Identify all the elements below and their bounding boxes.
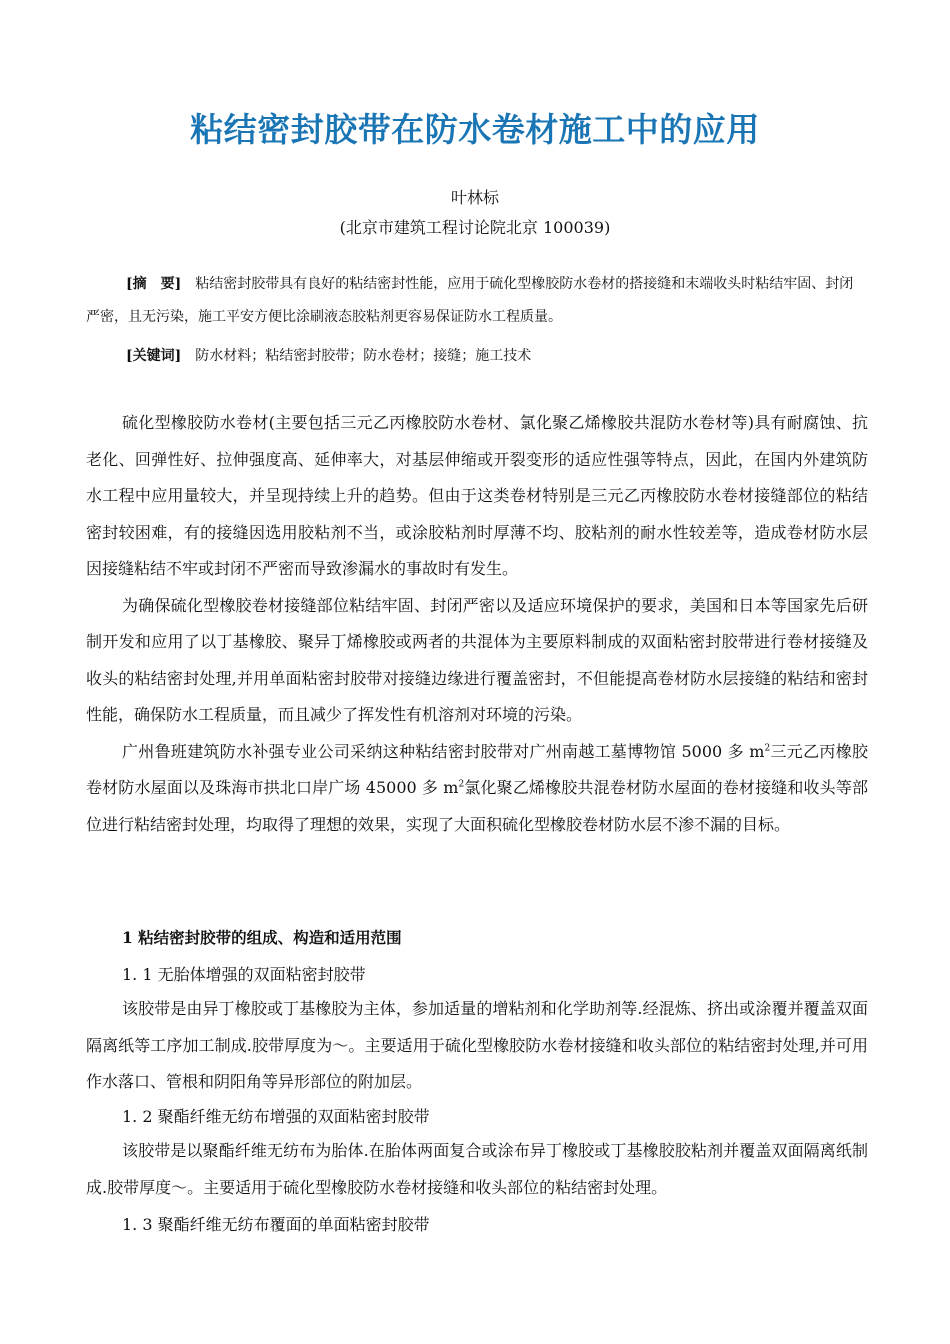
subsection-1-2-heading: 1. 2 聚酯纤维无纺布增强的双面粘密封胶带 bbox=[122, 1107, 430, 1126]
intro-section bbox=[86, 405, 868, 843]
intro-p3-part-b: 三元乙丙橡胶卷材防水屋面以及珠海市拱北口岸广场 45000 多 m bbox=[86, 741, 868, 797]
subsection-1-3-heading: 1. 3 聚酯纤维无纺布覆面的单面粘密封胶带 bbox=[122, 1215, 430, 1234]
intro-p3-part-c: 氯化聚乙烯橡胶共混卷材防水屋面的卷材接缝和收头等部位进行粘结密封处理，均取得了理想的效果，实现了大面积硫化型橡胶卷材防水层不渗不漏的目标。 bbox=[86, 778, 868, 834]
subsection-1-2-text: 该胶带是以聚酯纤维无纺布为胎体.在胎体两面复合或涂布异丁橡胶或丁基橡胶胶粘剂并覆盖双面隔离纸制成.胶带厚度～。主要适用于硫化型橡胶防水卷材接缝和收头部位的粘结密封处理。 bbox=[86, 1141, 868, 1197]
intro-paragraph-1: 硫化型橡胶防水卷材(主要包括三元乙丙橡胶防水卷材、氯化聚乙烯橡胶共混防水卷材等)具有耐腐蚀、抗老化、回弹性好、拉伸强度高、延伸率大，对基层伸缩或开裂变形的适应性强等特点，因此，在国内外建筑防水工程中应用量较大，并呈现持续上升的趋势。但由于这类卷材特别是三元乙丙橡胶防水卷材接缝部位的粘结密封较困难，有的接缝因选用胶粘剂不当，或涂胶粘剂时厚薄不均、胶粘剂的耐水性较差等，造成卷材防水层因接缝粘结不牢或封闭不严密而导致渗漏水的事故时有发生。 bbox=[86, 413, 868, 578]
abstract-text: 粘结密封胶带具有良好的粘结密封性能，应用于硫化型橡胶防水卷材的搭接缝和末端收头时粘结牢固、封闭严密，且无污染，施工平安方便比涂刷液态胶粘剂更容易保证防水工程质量。 bbox=[86, 276, 854, 325]
keywords-text: 防水材料；粘结密封胶带；防水卷材；接缝；施工技术 bbox=[195, 348, 532, 364]
superscript-2: 2 bbox=[458, 779, 465, 790]
subsection-1-1-text: 该胶带是由异丁橡胶或丁基橡胶为主体，参加适量的增粘剂和化学助剂等.经混炼、挤出或涂覆并覆盖双面隔离纸等工序加工制成.胶带厚度为～。主要适用于硫化型橡胶防水卷材接缝和收头部位的粘结密封处理,并可用作水落口、管根和阴阳角等异形部位的附加层。 bbox=[86, 999, 868, 1091]
abstract-block bbox=[86, 268, 866, 334]
subsection-1-1-body bbox=[86, 991, 868, 1101]
section-1-heading: 1 粘结密封胶带的组成、构造和适用范围 bbox=[122, 928, 402, 947]
keywords-label: [关键词] bbox=[126, 348, 182, 364]
intro-paragraph-3 bbox=[86, 734, 868, 844]
keywords-block bbox=[86, 340, 866, 373]
superscript-2: 2 bbox=[764, 743, 771, 754]
intro-p3-part-a: 广州鲁班建筑防水补强专业公司采纳这种粘结密封胶带对广州南越工墓博物馆 5000 多 m bbox=[122, 741, 765, 761]
document-title: 粘结密封胶带在防水卷材施工中的应用 bbox=[190, 110, 760, 149]
subsection-1-2-body bbox=[86, 1133, 868, 1206]
intro-paragraph-2: 为确保硫化型橡胶卷材接缝部位粘结牢固、封闭严密以及适应环境保护的要求，美国和日本等国家先后研制开发和应用了以丁基橡胶、聚异丁烯橡胶或两者的共混体为主要原料制成的双面粘密封胶带进行卷材接缝及收头的粘结密封处理,并用单面粘密封胶带对接缝边缘进行覆盖密封，不但能提高卷材防水层接缝的粘结和密封性能，确保防水工程质量，而且减少了挥发性有机溶剂对环境的污染。 bbox=[86, 595, 868, 724]
abstract-label: [摘 要] bbox=[126, 276, 182, 292]
abstract-paragraph bbox=[86, 268, 866, 334]
subsection-1-1-heading: 1. 1 无胎体增强的双面粘密封胶带 bbox=[122, 965, 366, 984]
author-affiliation: (北京市建筑工程讨论院北京 100039) bbox=[339, 218, 611, 237]
author-name: 叶林标 bbox=[450, 188, 499, 207]
keywords-paragraph bbox=[86, 340, 866, 373]
